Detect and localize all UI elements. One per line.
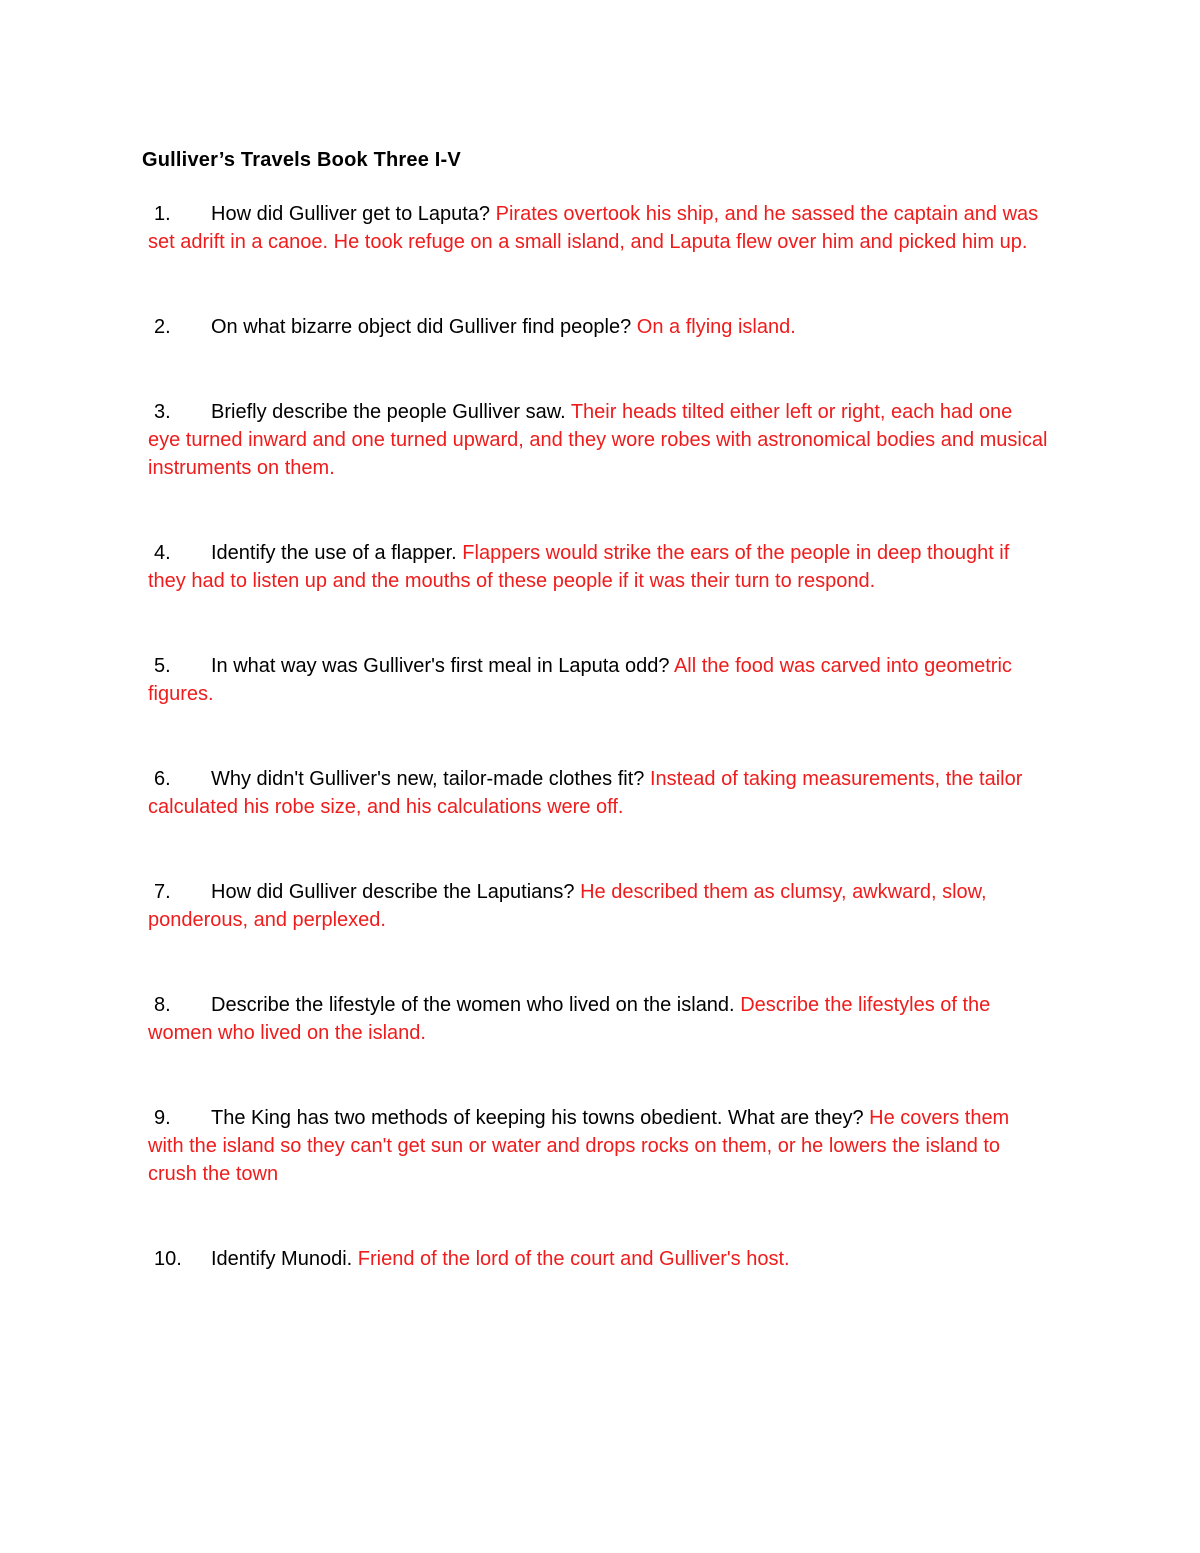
question-item-1 (148, 200, 1048, 256)
answer-text: On a flying island. (636, 316, 796, 338)
answer-text: All the food was carved into geometric figures. (148, 655, 1012, 705)
question-item-5 (148, 652, 1048, 708)
question-text: Identify the use of a flapper. (211, 542, 457, 564)
answer-text: Instead of taking measurements, the tailor calculated his robe size, and his calculations were off. (148, 768, 1023, 818)
question-item-6 (148, 765, 1048, 821)
answer-text: Their heads tilted either left or right, each had one eye turned inward and one turned upward, and they wore robes with astronomical bodies and musical instruments on them. (148, 401, 1048, 479)
question-item-9 (148, 1104, 1048, 1188)
answer-text: Describe the lifestyles of the women who lived on the island. (148, 994, 991, 1044)
question-list (148, 200, 1048, 1273)
question-text: In what way was Gulliver's first meal in Laputa odd? (211, 655, 670, 677)
question-number: 3. (154, 401, 171, 423)
question-number: 6. (154, 768, 171, 790)
question-text: Briefly describe the people Gulliver saw. (211, 401, 566, 423)
question-number: 8. (154, 994, 171, 1016)
question-text: How did Gulliver describe the Laputians? (211, 881, 575, 903)
question-number: 9. (154, 1107, 171, 1129)
question-number: 5. (154, 655, 171, 677)
document-title: Gulliver’s Travels Book Three I-V (142, 149, 461, 171)
question-text: The King has two methods of keeping his towns obedient. What are they? (211, 1107, 864, 1129)
question-number: 10. (154, 1248, 182, 1270)
question-item-7 (148, 878, 1048, 934)
question-number: 7. (154, 881, 171, 903)
question-item-2 (148, 313, 1048, 341)
question-text: Why didn't Gulliver's new, tailor-made clothes fit? (211, 768, 645, 790)
answer-text: Flappers would strike the ears of the people in deep thought if they had to listen up and the mouths of these people if it was their turn to respond. (148, 542, 1010, 592)
question-number: 4. (154, 542, 171, 564)
question-item-10 (148, 1245, 1048, 1273)
question-item-8 (148, 991, 1048, 1047)
question-text: Describe the lifestyle of the women who lived on the island. (211, 994, 735, 1016)
question-text: How did Gulliver get to Laputa? (211, 203, 491, 225)
question-text: On what bizarre object did Gulliver find people? (211, 316, 632, 338)
question-item-4 (148, 539, 1048, 595)
question-number: 2. (154, 316, 171, 338)
answer-text: Friend of the lord of the court and Gulliver's host. (357, 1248, 790, 1270)
answer-text: Pirates overtook his ship, and he sassed the captain and was set adrift in a canoe. He took refuge on a small island, and Laputa flew over him and picked him up. (148, 203, 1039, 253)
document-page (142, 146, 1048, 1330)
answer-text: He covers them with the island so they can't get sun or water and drops rocks on them, or he lowers the island to crush the town (148, 1107, 1010, 1185)
answer-text: He described them as clumsy, awkward, slow, ponderous, and perplexed. (148, 881, 987, 931)
question-item-3 (148, 398, 1048, 482)
question-number: 1. (154, 203, 171, 225)
question-text: Identify Munodi. (211, 1248, 353, 1270)
